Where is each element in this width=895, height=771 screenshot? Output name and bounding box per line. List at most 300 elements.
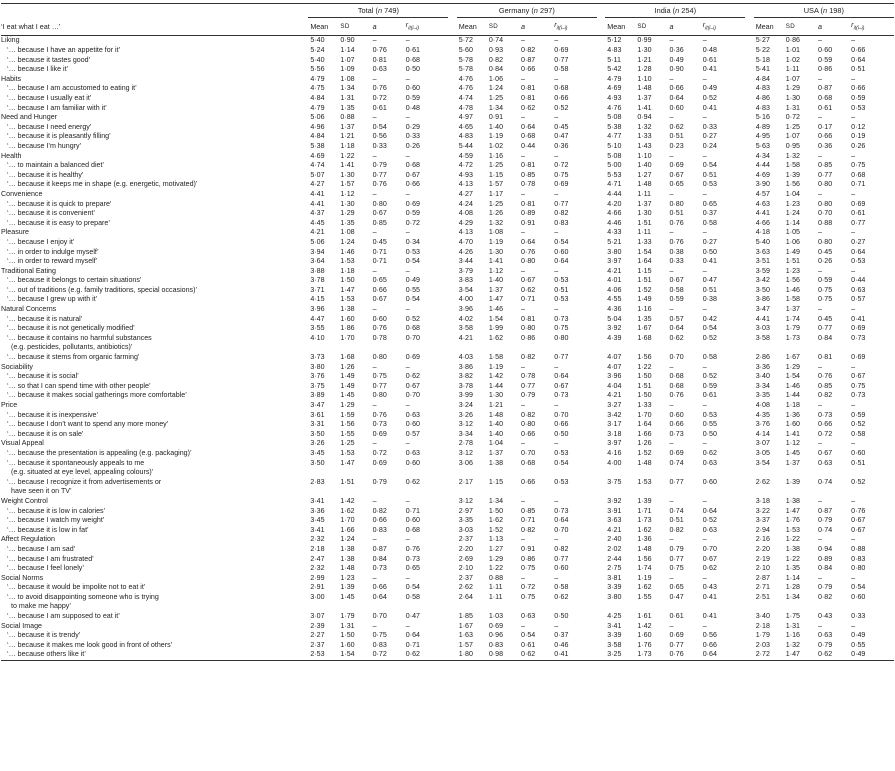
value-cell: 3·78: [310, 276, 325, 285]
value-cell: 4·77: [607, 132, 622, 141]
value-cell: 0·67: [669, 276, 684, 285]
value-cell: –: [554, 496, 559, 505]
value-cell: –: [372, 401, 377, 409]
value-cell: 0·59: [817, 55, 833, 64]
value-cell: 0·60: [817, 46, 833, 55]
value-cell: 3·41: [310, 525, 325, 534]
value-cell: 4·15: [310, 295, 325, 304]
value-cell: 0·85: [521, 170, 536, 179]
item-row: [1, 161, 894, 171]
value-cell: 4·21: [607, 391, 622, 400]
value-cell: –: [405, 573, 410, 582]
value-cell: 3·41: [607, 621, 622, 630]
value-cell: 1·42: [340, 496, 355, 505]
item-label: ‘… because the presentation is appealing (e.g. packaging)’: [7, 448, 192, 457]
value-cell: 0·66: [669, 420, 684, 429]
value-cell: 3·36: [755, 362, 770, 371]
value-cell: 0·63: [851, 285, 866, 294]
value-cell: 0·61: [521, 640, 536, 649]
item-row: [1, 104, 894, 114]
value-cell: 3·06: [458, 458, 473, 467]
sd-header: SD: [338, 18, 370, 36]
item-label: ‘… because others like it’: [1, 650, 308, 660]
value-cell: 0·68: [669, 372, 684, 381]
value-cell: 0·71: [405, 506, 420, 515]
value-cell: 0·62: [816, 650, 849, 660]
value-cell: 0·52: [405, 314, 420, 323]
value-cell: [552, 468, 597, 478]
value-cell: 2·39: [310, 621, 325, 630]
value-cell: 0·27: [702, 132, 717, 141]
value-cell: 4·75: [310, 84, 325, 93]
value-cell: 0·70: [702, 544, 717, 553]
value-cell: 0·88: [340, 113, 355, 122]
value-cell: 0·84: [817, 333, 833, 342]
value-cell: –: [702, 621, 707, 630]
value-cell: –: [405, 189, 410, 198]
value-cell: –: [851, 535, 856, 544]
value-cell: [487, 343, 519, 353]
value-cell: 1·56: [340, 420, 355, 429]
value-cell: 1·52: [488, 525, 504, 534]
value-cell: 0·52: [702, 516, 717, 525]
value-cell: 1·16: [637, 305, 652, 314]
value-cell: 0·52: [851, 420, 866, 429]
value-cell: –: [702, 113, 707, 122]
value-cell: 3·42: [755, 276, 770, 285]
value-cell: 1·37: [488, 285, 504, 294]
value-cell: 3·03: [755, 324, 770, 333]
value-cell: 4·36: [607, 305, 622, 314]
value-cell: 0·79: [521, 391, 536, 400]
value-cell: 4·83: [755, 103, 770, 112]
value-cell: 3·18: [607, 429, 622, 438]
value-cell: 0·51: [669, 132, 684, 141]
value-cell: 0·70: [405, 333, 420, 342]
value-cell: 1·21: [637, 55, 652, 64]
value-cell: 0·74: [669, 506, 684, 515]
value-cell: 0·77: [669, 477, 684, 486]
item-row: [1, 526, 894, 536]
value-cell: –: [554, 74, 559, 83]
value-cell: 1·53: [340, 448, 355, 457]
value-cell: 2·72: [754, 650, 784, 660]
item-row: [1, 555, 894, 565]
value-cell: 1·31: [340, 94, 355, 102]
value-cell: 0·80: [817, 180, 833, 189]
value-cell: 3·78: [458, 381, 473, 390]
value-cell: 1·09: [340, 65, 355, 74]
value-cell: –: [669, 113, 674, 122]
value-cell: 0·54: [702, 161, 717, 170]
group-header-usa: USA (n 198): [754, 4, 894, 18]
value-cell: 0·69: [669, 161, 684, 170]
value-cell: 1·37: [488, 448, 504, 457]
value-cell: –: [669, 621, 674, 630]
value-cell: 0·17: [817, 122, 833, 131]
item-row: [1, 593, 894, 603]
value-cell: 0·66: [851, 84, 866, 93]
value-cell: –: [521, 189, 525, 198]
value-cell: –: [521, 573, 525, 582]
value-cell: 3·17: [607, 420, 622, 429]
value-cell: 4·35: [755, 410, 770, 419]
value-cell: 0·68: [554, 84, 569, 93]
value-cell: 4·07: [607, 362, 622, 371]
value-cell: 0·59: [669, 295, 684, 304]
value-cell: 4·57: [755, 189, 770, 198]
item-label: ‘… because I don’t want to spend any more money’: [7, 420, 169, 429]
value-cell: 4·69: [755, 170, 770, 179]
value-cell: 0·80: [851, 564, 866, 573]
item-label: ‘… in order to reward myself’: [7, 257, 98, 266]
value-cell: 4·66: [607, 209, 622, 218]
value-cell: 1·86: [340, 324, 355, 333]
value-cell: –: [405, 439, 410, 448]
value-cell: 3·34: [458, 429, 473, 438]
value-cell: 0·64: [554, 257, 569, 266]
category-row: [1, 535, 894, 545]
alpha-header: a: [519, 18, 552, 36]
value-cell: 2·83: [310, 477, 325, 486]
value-cell: 1·60: [340, 640, 355, 649]
category-row: [1, 401, 894, 411]
value-cell: 4·00: [458, 295, 473, 304]
value-cell: –: [817, 113, 822, 122]
value-cell: 0·64: [702, 506, 717, 515]
value-cell: 4·86: [755, 94, 770, 102]
value-cell: 0·47: [405, 612, 420, 621]
value-cell: 1·64: [637, 257, 652, 266]
value-cell: 1·45: [340, 391, 355, 400]
mean-header: Mean: [308, 18, 338, 36]
group-header-row: [1, 4, 894, 18]
value-cell: 1·22: [488, 564, 504, 573]
value-cell: –: [405, 535, 410, 544]
value-cell: 2·20: [458, 544, 473, 553]
value-cell: 0·64: [669, 324, 684, 333]
value-cell: 0·70: [554, 525, 569, 534]
value-cell: 0·88: [488, 573, 504, 582]
value-cell: 0·53: [554, 448, 569, 457]
item-row: [1, 209, 894, 219]
value-cell: 2·53: [308, 650, 338, 660]
value-cell: 1·80: [457, 650, 487, 660]
value-cell: 0·60: [405, 516, 420, 525]
value-cell: 0·82: [488, 55, 504, 64]
value-cell: 1·62: [340, 506, 355, 515]
value-cell: 0·60: [702, 477, 717, 486]
value-cell: 1·61: [637, 612, 652, 621]
value-cell: 4·13: [458, 180, 473, 189]
value-cell: 0·70: [817, 209, 833, 218]
value-cell: 1·73: [785, 333, 800, 342]
value-cell: 1·49: [340, 381, 355, 390]
value-cell: 3·99: [458, 391, 473, 400]
value-cell: 3·80: [310, 362, 325, 371]
value-cell: 0·59: [405, 209, 420, 218]
value-cell: 0·64: [554, 372, 569, 381]
alpha-header: a: [371, 18, 404, 36]
value-cell: 0·59: [405, 94, 420, 102]
value-cell: 0·67: [669, 170, 684, 179]
value-cell: [487, 468, 519, 478]
value-cell: 4·39: [607, 333, 622, 342]
value-cell: 0·51: [851, 65, 866, 74]
value-cell: 1·30: [637, 209, 652, 218]
value-cell: 0·76: [669, 218, 684, 227]
value-cell: 0·26: [405, 141, 420, 150]
value-cell: 0·80: [554, 333, 569, 342]
value-cell: 2·99: [310, 573, 325, 582]
value-cell: 1·29: [340, 209, 355, 218]
category-row: [1, 305, 894, 315]
value-cell: –: [851, 228, 856, 237]
item-row: [1, 382, 894, 392]
value-cell: 0·99: [637, 36, 652, 45]
value-cell: 1·02: [785, 55, 800, 64]
value-cell: 0·50: [702, 429, 717, 438]
value-cell: 0·51: [669, 209, 684, 218]
value-cell: 0·53: [851, 257, 866, 266]
value-cell: 0·51: [554, 285, 569, 294]
value-cell: 0·69: [554, 180, 569, 189]
value-cell: 0·75: [817, 295, 833, 304]
value-cell: 1·24: [340, 535, 355, 544]
value-cell: 0·66: [702, 640, 717, 649]
value-cell: 1·11: [488, 583, 503, 592]
value-cell: 0·53: [554, 477, 569, 486]
value-cell: 0·67: [372, 209, 387, 218]
value-cell: 0·57: [405, 429, 420, 438]
value-cell: 1·79: [785, 324, 800, 333]
value-cell: 0·41: [702, 103, 717, 112]
value-cell: 4·63: [755, 199, 770, 208]
value-cell: –: [372, 535, 377, 544]
value-cell: 1·51: [340, 477, 355, 486]
value-cell: 0·90: [340, 36, 355, 45]
value-cell: [338, 487, 370, 497]
value-cell: 1·19: [488, 237, 504, 246]
value-cell: 1·29: [785, 84, 800, 93]
value-cell: 2·18: [310, 544, 325, 553]
value-cell: 0·76: [372, 410, 387, 419]
value-cell: 0·79: [817, 516, 833, 525]
value-cell: 1·58: [488, 353, 504, 362]
value-cell: 2·69: [458, 554, 473, 563]
value-cell: 0·63: [405, 410, 420, 419]
value-cell: 3·03: [458, 525, 473, 534]
value-cell: [849, 602, 894, 612]
value-cell: 3·63: [755, 247, 770, 256]
value-cell: 0·61: [851, 209, 866, 218]
value-cell: 3·31: [310, 420, 325, 429]
value-cell: 1·63: [458, 631, 473, 640]
value-cell: 0·68: [817, 94, 833, 102]
value-cell: 3·80: [607, 247, 622, 256]
item-label: ‘… because I am frustrated’: [7, 554, 94, 563]
value-cell: –: [817, 621, 822, 630]
value-cell: [308, 468, 338, 478]
value-cell: 1·47: [340, 285, 355, 294]
value-cell: 0·58: [405, 592, 420, 601]
value-cell: 1·30: [488, 391, 504, 400]
value-cell: 0·81: [521, 314, 536, 323]
value-cell: –: [851, 113, 856, 122]
value-cell: 0·98: [487, 650, 519, 660]
category-row: [1, 622, 894, 632]
value-cell: 3·41: [310, 496, 325, 505]
item-row: [1, 56, 894, 66]
value-cell: [371, 468, 404, 478]
value-cell: –: [702, 439, 707, 448]
value-cell: 4·45: [310, 218, 325, 227]
value-cell: 1·51: [785, 257, 800, 266]
value-cell: 1·60: [340, 314, 355, 323]
value-cell: 0·62: [521, 103, 536, 112]
value-cell: 1·60: [637, 631, 652, 640]
value-cell: 0·73: [851, 391, 866, 400]
value-cell: 3·64: [310, 257, 325, 266]
value-cell: 0·41: [702, 592, 717, 601]
value-cell: 0·75: [521, 592, 536, 601]
item-label: to make me happy’: [11, 602, 71, 611]
value-cell: –: [669, 496, 674, 505]
value-cell: 4·66: [755, 218, 770, 227]
item-label: ‘… because I’m hungry’: [7, 141, 82, 150]
item-row: [1, 583, 894, 593]
value-cell: –: [817, 266, 822, 275]
value-cell: 1·70: [340, 516, 355, 525]
value-cell: 0·83: [851, 554, 866, 563]
value-cell: –: [851, 621, 856, 630]
value-cell: –: [669, 573, 674, 582]
value-cell: 4·47: [310, 314, 325, 323]
item-row: [1, 142, 894, 152]
value-cell: 0·54: [851, 583, 866, 592]
item-label: ‘… because it is low in calories’: [7, 506, 106, 515]
value-cell: 0·75: [372, 631, 387, 640]
value-cell: 0·57: [851, 295, 866, 304]
value-cell: –: [405, 113, 410, 122]
item-row: [1, 641, 894, 651]
value-cell: 0·59: [851, 94, 866, 102]
group-header-germany: Germany (n 297): [457, 4, 597, 18]
value-cell: –: [554, 113, 559, 122]
value-cell: 1·21: [488, 401, 504, 409]
value-cell: 5·12: [607, 36, 622, 45]
item-label: ‘… because it belongs to certain situations’: [7, 276, 142, 285]
value-cell: 3·24: [458, 401, 473, 409]
value-cell: –: [521, 401, 525, 409]
value-cell: 0·79: [817, 583, 833, 592]
value-cell: 1·55: [637, 592, 652, 601]
value-cell: 1·18: [340, 266, 355, 275]
item-row: [1, 171, 894, 181]
value-cell: 1·22: [785, 535, 800, 544]
value-cell: 1·48: [637, 84, 652, 93]
item-label: ‘… because it makes me look good in front of others’: [7, 640, 173, 649]
rit-header: $r_{it(i-i)}$: [849, 18, 894, 36]
value-cell: 0·69: [669, 448, 684, 457]
value-cell: 3·39: [607, 583, 622, 592]
value-cell: 0·70: [669, 353, 684, 362]
value-cell: 1·74: [637, 564, 652, 573]
value-cell: 1·57: [340, 180, 355, 189]
value-cell: 2·97: [458, 506, 473, 515]
value-cell: 4·41: [310, 199, 325, 208]
value-cell: 0·89: [817, 554, 833, 563]
value-cell: 1·46: [340, 247, 355, 256]
value-cell: –: [405, 74, 410, 83]
value-cell: –: [372, 621, 377, 630]
value-cell: 3·58: [458, 324, 473, 333]
value-cell: [338, 343, 370, 353]
value-cell: 1·37: [785, 458, 800, 467]
value-cell: –: [817, 362, 822, 371]
rit-header: $r_{it(i-i)}$: [701, 18, 746, 36]
value-cell: 1·25: [488, 161, 504, 170]
value-cell: 3·54: [458, 285, 473, 294]
category-label: Visual Appeal: [1, 439, 44, 448]
value-cell: 1·29: [785, 362, 800, 371]
value-cell: 4·37: [310, 209, 325, 218]
value-cell: 0·84: [817, 564, 833, 573]
value-cell: –: [554, 36, 559, 45]
value-cell: 0·37: [554, 631, 569, 640]
value-cell: 0·47: [554, 132, 569, 141]
value-cell: 0·76: [372, 46, 387, 55]
value-cell: 3·47: [755, 305, 770, 314]
mean-header: Mean: [605, 18, 635, 36]
value-cell: 3·12: [458, 420, 473, 429]
value-cell: 1·68: [637, 333, 652, 342]
category-row: [1, 113, 894, 123]
value-cell: 0·75: [372, 372, 387, 381]
value-cell: 0·48: [405, 103, 420, 112]
value-cell: 0·86: [785, 36, 800, 45]
value-cell: 4·21: [458, 333, 473, 342]
value-cell: 0·12: [851, 122, 866, 131]
value-cell: –: [372, 305, 377, 314]
value-cell: 0·68: [521, 458, 536, 467]
value-cell: 0·77: [817, 324, 833, 333]
value-cell: 0·80: [372, 199, 387, 208]
value-cell: 0·66: [669, 84, 684, 93]
value-cell: 3·44: [458, 257, 473, 266]
category-label: Affect Regulation: [1, 535, 55, 544]
value-cell: –: [554, 151, 559, 160]
value-cell: 1·59: [340, 410, 355, 419]
value-cell: 0·45: [372, 237, 387, 246]
value-cell: 4·33: [607, 228, 622, 237]
value-cell: 0·82: [817, 391, 833, 400]
value-cell: [552, 602, 597, 612]
value-cell: 0·62: [405, 372, 420, 381]
value-cell: 0·62: [702, 564, 717, 573]
value-cell: 1·38: [340, 554, 355, 563]
item-label: ‘… because I am familiar with it’: [7, 103, 107, 112]
value-cell: 4·18: [755, 228, 770, 237]
value-cell: 0·70: [554, 410, 569, 419]
value-cell: 0·49: [669, 55, 684, 64]
value-cell: [701, 468, 746, 478]
value-cell: 3·73: [310, 353, 325, 362]
value-cell: 0·54: [554, 237, 569, 246]
value-cell: 1·32: [637, 122, 652, 131]
value-cell: 0·72: [371, 650, 404, 660]
value-cell: 4·16: [607, 448, 622, 457]
